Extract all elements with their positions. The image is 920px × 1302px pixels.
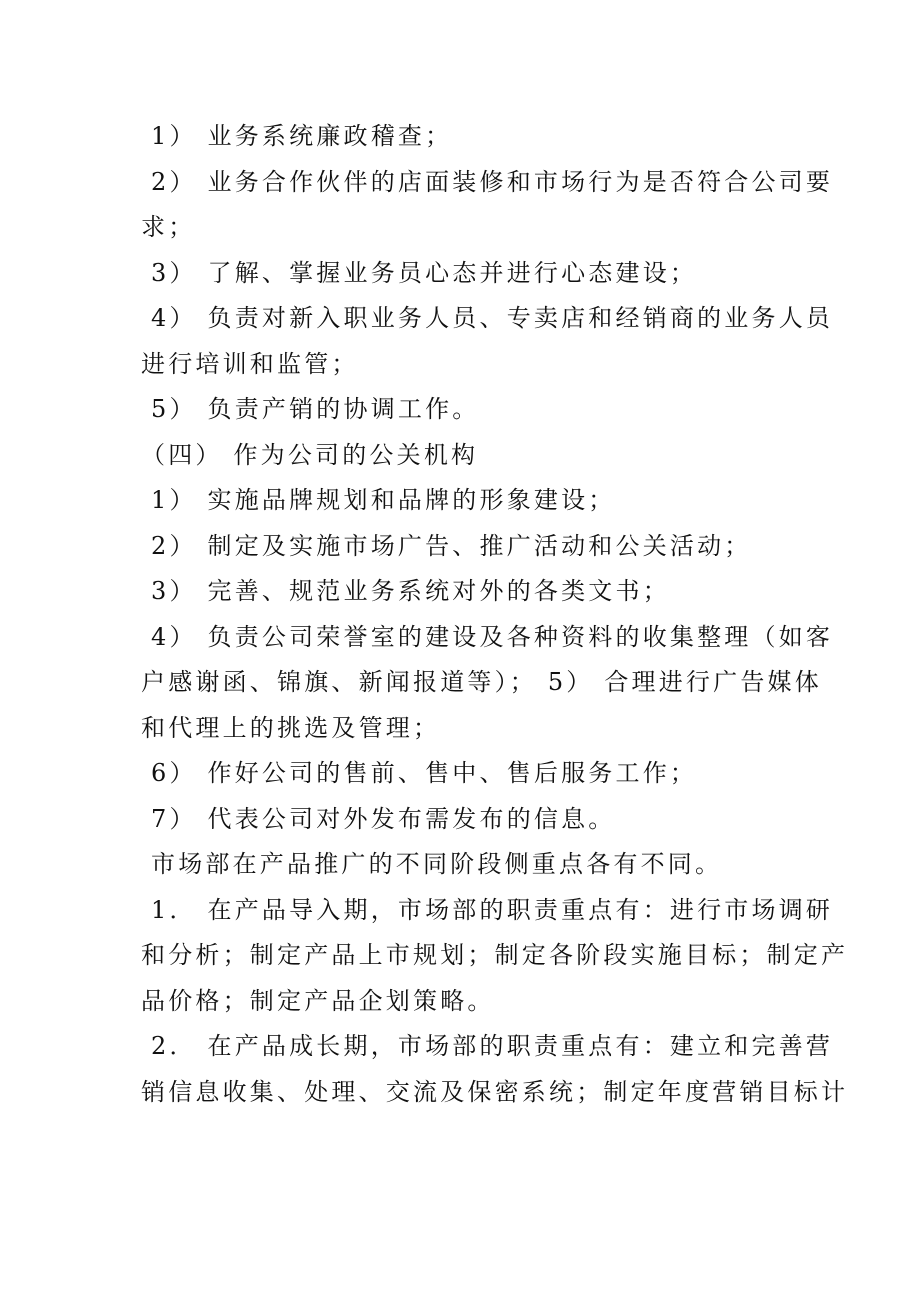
text-line: 3） 了解、掌握业务员心态并进行心态建设； [151,258,698,287]
text-line: 进行培训和监管； [141,349,359,378]
text-line: 1） 业务系统廉政稽查； [151,122,453,150]
text-line: 5） 负责产销的协调工作。 [151,395,480,423]
text-line: 求； [141,213,196,241]
text-line: 1． 在产品导入期，市场部的职责重点有：进行市场调研 [151,895,834,924]
text-line: （四） 作为公司的公关机构 [141,440,479,469]
text-line: 2） 制定及实施市场广告、推广活动和公关活动； [151,531,752,560]
text-line: 6） 作好公司的售前、售中、售后服务工作； [151,759,698,787]
text-line: 7） 代表公司对外发布需发布的信息。 [151,804,616,833]
text-line: 品价格；制定产品企划策略。 [141,986,495,1015]
text-line: 2． 在产品成长期，市场部的职责重点有：建立和完善营 [151,1032,834,1060]
text-line: 3） 完善、规范业务系统对外的各类文书； [151,577,670,605]
text-line: 1） 实施品牌规划和品牌的形象建设； [151,486,616,514]
text-line: 市场部在产品推广的不同阶段侧重点各有不同。 [151,850,723,878]
text-line: 销信息收集、处理、交流及保密系统；制定年度营销目标计 [141,1077,849,1106]
text-line: 和代理上的挑选及管理； [141,713,441,742]
text-line: 4） 负责公司荣誉室的建设及各种资料的收集整理（如客 [151,622,834,651]
text-line: 和分析；制定产品上市规划；制定各阶段实施目标；制定产 [141,941,849,969]
text-line: 户感谢函、锦旗、新闻报道等）； 5） 合理进行广告媒体 [141,668,822,696]
text-line: 4） 负责对新入职业务人员、专卖店和经销商的业务人员 [151,304,834,332]
document-body [141,114,849,1115]
text-line: 2） 业务合作伙伴的店面装修和市场行为是否符合公司要 [151,167,834,196]
